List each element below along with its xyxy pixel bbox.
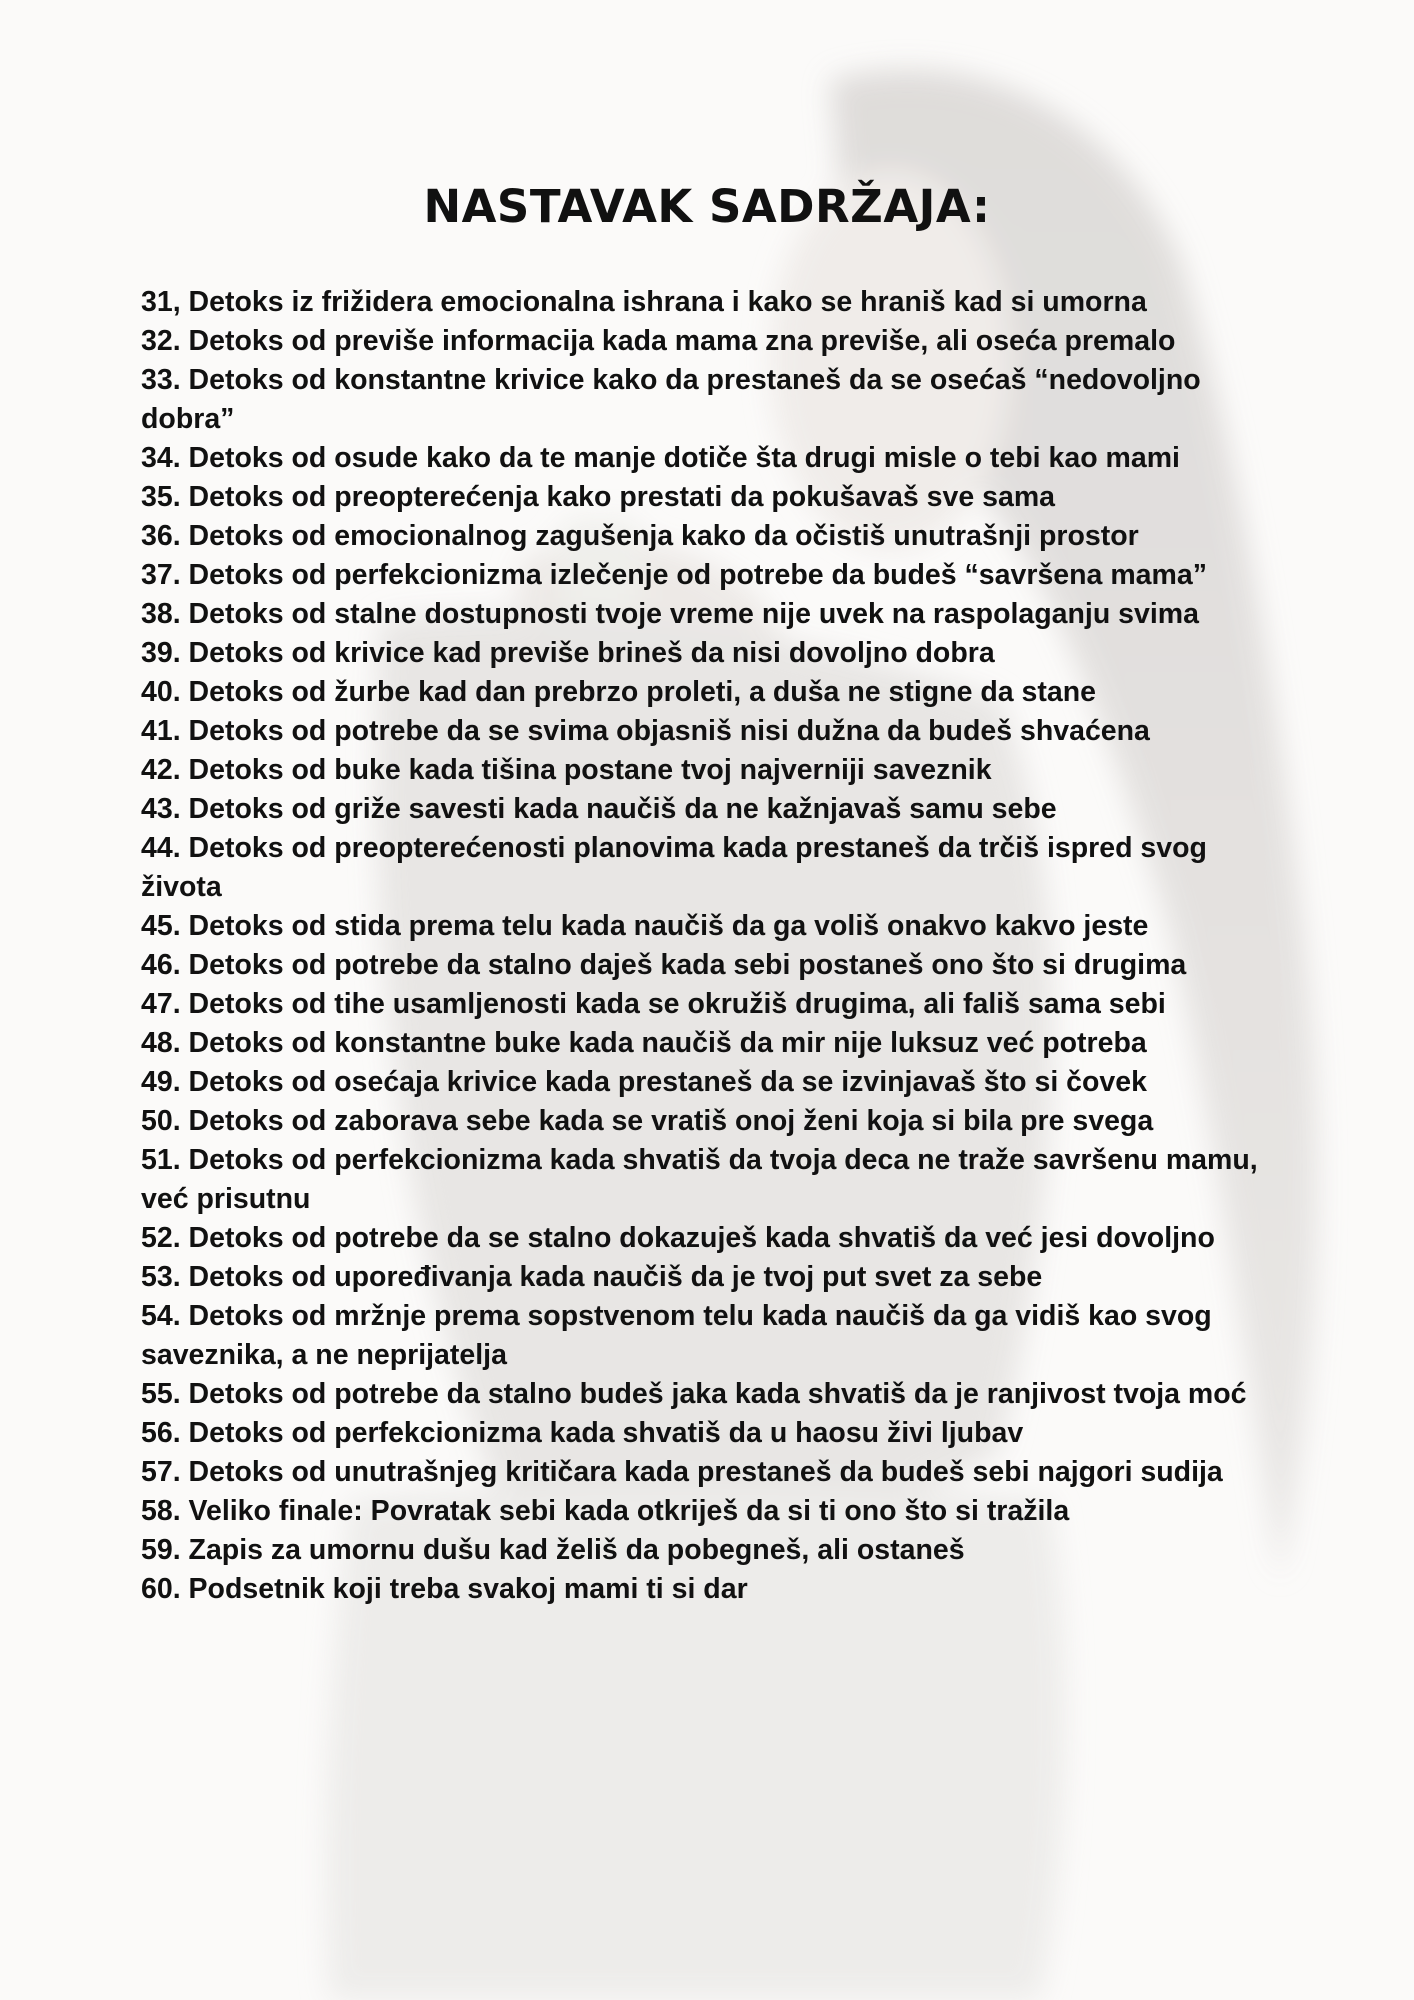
toc-item: 49. Detoks od osećaja krivice kada prestaneš da se izvinjavaš što si čovek	[141, 1066, 1147, 1098]
toc-item: 53. Detoks od upoređivanja kada naučiš da je tvoj put svet za sebe	[141, 1261, 1043, 1293]
toc-item: 39. Detoks od krivice kad previše brineš da nisi dovoljno dobra	[141, 637, 995, 669]
toc-item: 57. Detoks od unutrašnjeg kritičara kada prestaneš da budeš sebi najgori sudija	[141, 1456, 1223, 1488]
toc-item: 59. Zapis za umornu dušu kad želiš da pobegneš, ali ostaneš	[141, 1534, 965, 1566]
toc-item: 31, Detoks iz frižidera emocionalna ishrana i kako se hraniš kad si umorna	[141, 286, 1147, 318]
toc-item: 35. Detoks od preopterećenja kako prestati da pokušavaš sve sama	[141, 481, 1056, 513]
toc-item: 54. Detoks od mržnje prema sopstvenom telu kada naučiš da ga vidiš kao svog saveznika, a ne neprijatelja	[141, 1300, 1212, 1371]
toc-item: 38. Detoks od stalne dostupnosti tvoje vreme nije uvek na raspolaganju svima	[141, 598, 1199, 630]
toc-item: 51. Detoks od perfekcionizma kada shvatiš da tvoja deca ne traže savršenu mamu, već prisutnu	[141, 1144, 1258, 1215]
toc-item: 60. Podsetnik koji treba svakoj mami ti si dar	[141, 1573, 748, 1605]
toc-item: 36. Detoks od emocionalnog zagušenja kako da očistiš unutrašnji prostor	[141, 520, 1139, 552]
toc-item: 47. Detoks od tihe usamljenosti kada se okružiš drugima, ali fališ sama sebi	[141, 988, 1166, 1020]
toc-item: 43. Detoks od griže savesti kada naučiš da ne kažnjavaš samu sebe	[141, 793, 1057, 825]
toc-item: 56. Detoks od perfekcionizma kada shvatiš da u haosu živi ljubav	[141, 1417, 1024, 1449]
toc-item: 42. Detoks od buke kada tišina postane tvoj najverniji saveznik	[141, 754, 992, 786]
toc-item: 48. Detoks od konstantne buke kada naučiš da mir nije luksuz već potreba	[141, 1027, 1147, 1059]
toc-item: 44. Detoks od preopterećenosti planovima kada prestaneš da trčiš ispred svog života	[141, 832, 1207, 903]
toc-item: 32. Detoks od previše informacija kada mama zna previše, ali oseća premalo	[141, 325, 1176, 357]
toc-item: 40. Detoks od žurbe kad dan prebrzo proleti, a duša ne stigne da stane	[141, 676, 1096, 708]
toc-item: 50. Detoks od zaborava sebe kada se vratiš onoj ženi koja si bila pre svega	[141, 1105, 1154, 1137]
toc-item: 52. Detoks od potrebe da se stalno dokazuješ kada shvatiš da već jesi dovoljno	[141, 1222, 1215, 1254]
toc-item: 55. Detoks od potrebe da stalno budeš jaka kada shvatiš da je ranjivost tvoja moć	[141, 1378, 1247, 1410]
toc-item: 46. Detoks od potrebe da stalno daješ kada sebi postaneš ono što si drugima	[141, 949, 1187, 981]
toc-item: 45. Detoks od stida prema telu kada naučiš da ga voliš onakvo kakvo jeste	[141, 910, 1149, 942]
toc-item: 37. Detoks od perfekcionizma izlečenje od potrebe da budeš “savršena mama”	[141, 559, 1207, 591]
toc-item: 41. Detoks od potrebe da se svima objasniš nisi dužna da budeš shvaćena	[141, 715, 1150, 747]
toc-item: 58. Veliko finale: Povratak sebi kada otkriješ da si ti ono što si tražila	[141, 1495, 1070, 1527]
toc-item: 33. Detoks od konstantne krivice kako da prestaneš da se osećaš “nedovoljno dobra”	[141, 364, 1201, 435]
toc-item: 34. Detoks od osude kako da te manje dotiče šta drugi misle o tebi kao mami	[141, 442, 1180, 474]
table-of-contents	[141, 283, 1271, 1609]
page-title: NASTAVAK SADRŽAJA:	[423, 180, 991, 233]
